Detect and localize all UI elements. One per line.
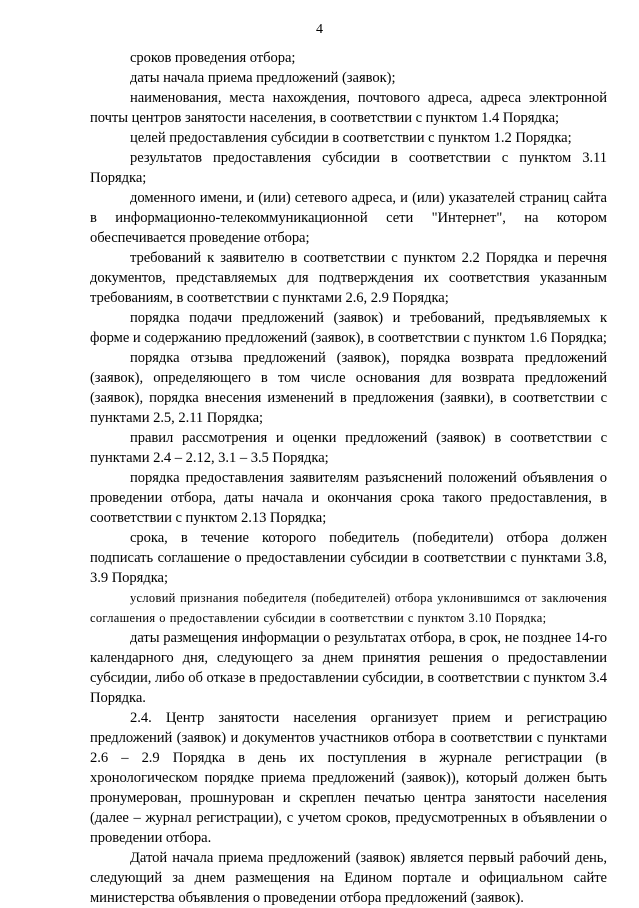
paragraph-subsidy-results: результатов предоставления субсидии в соответствии с пунктом 3.11 Порядка; xyxy=(90,150,607,186)
paragraph-acceptance-start: Датой начала приема предложений (заявок) является первый рабочий день, следующий за днем размещения на Едином портале и официальном сайте министерства объявления о проведении отбора предложений (заявок). xyxy=(90,850,607,906)
page-number: 4 xyxy=(316,22,323,37)
paragraph-evasion-conditions: условий признания победителя (победителей) отбора уклонившимся от заключения соглашения о предоставлении субсидии в соответствии с пунктом 3.10 Порядка; xyxy=(90,591,607,625)
paragraph-submission-procedure: порядка подачи предложений (заявок) и требований, предъявляемых к форме и содержанию предложений (заявок), в соответствии с пунктом 1.6 Порядка; xyxy=(90,310,607,346)
paragraph-clarification-procedure: порядка предоставления заявителям разъяснений положений объявления о проведении отбора, даты начала и окончания срока такого предоставления, в соответствии с пунктом 2.13 Порядка; xyxy=(90,470,607,526)
paragraph-domain-name: доменного имени, и (или) сетевого адреса, и (или) указателей страниц сайта в информационно-телекоммуникационной сети "Интернет", на котором обеспечивается проведение отбора; xyxy=(90,190,607,246)
document-body xyxy=(90,48,607,908)
paragraph-applicant-requirements: требований к заявителю в соответствии с пунктом 2.2 Порядка и перечня документов, представляемых для подтверждения их соответствия указанным требованиям, в соответствии с пунктами 2.6, 2.9 Порядка; xyxy=(90,250,607,306)
paragraph-selection-deadlines: сроков проведения отбора; xyxy=(130,50,296,66)
paragraph-subsidy-goals: целей предоставления субсидии в соответствии с пунктом 1.2 Порядка; xyxy=(130,130,572,146)
paragraph-signing-deadline: срока, в течение которого победитель (победители) отбора должен подписать соглашение о предоставлении субсидии в соответствии с пунктами 3.8, 3.9 Порядка; xyxy=(90,530,607,586)
paragraph-proposal-start-date: даты начала приема предложений (заявок); xyxy=(130,70,396,86)
paragraph-employment-centers-contacts: наименования, места нахождения, почтового адреса, адреса электронной почты центров занятости населения, в соответствии с пунктом 1.4 Порядка; xyxy=(90,90,607,126)
paragraph-section-2-4: 2.4. Центр занятости населения организует прием и регистрацию предложений (заявок) и документов участников отбора в соответствии с пунктами 2.6 – 2.9 Порядка в день их поступления в журнале регистрации (в хронологическом порядке приема предложений (заявок)), который должен быть пронумерован, прошнурован и скреплен печатью центра занятости населения (далее – журнал регистрации), с учетом сроков, предусмотренных в объявлении о проведении отбора. xyxy=(90,710,607,846)
paragraph-withdrawal-procedure: порядка отзыва предложений (заявок), порядка возврата предложений (заявок), определяющего в том числе основания для возврата предложений (заявок), порядка внесения изменений в предложения (заявки), в соответствии с пунктами 2.5, 2.11 Порядка; xyxy=(90,350,607,426)
paragraph-evaluation-rules: правил рассмотрения и оценки предложений (заявок) в соответствии с пунктами 2.4 – 2.12, 3.1 – 3.5 Порядка; xyxy=(90,430,607,466)
paragraph-results-publication-date: даты размещения информации о результатах отбора, в срок, не позднее 14-го календарного дня, следующего за днем принятия решения о предоставлении субсидии, либо об отказе в предоставлении субсидии, в соответствии с пунктом 3.4 Порядка. xyxy=(90,630,607,706)
